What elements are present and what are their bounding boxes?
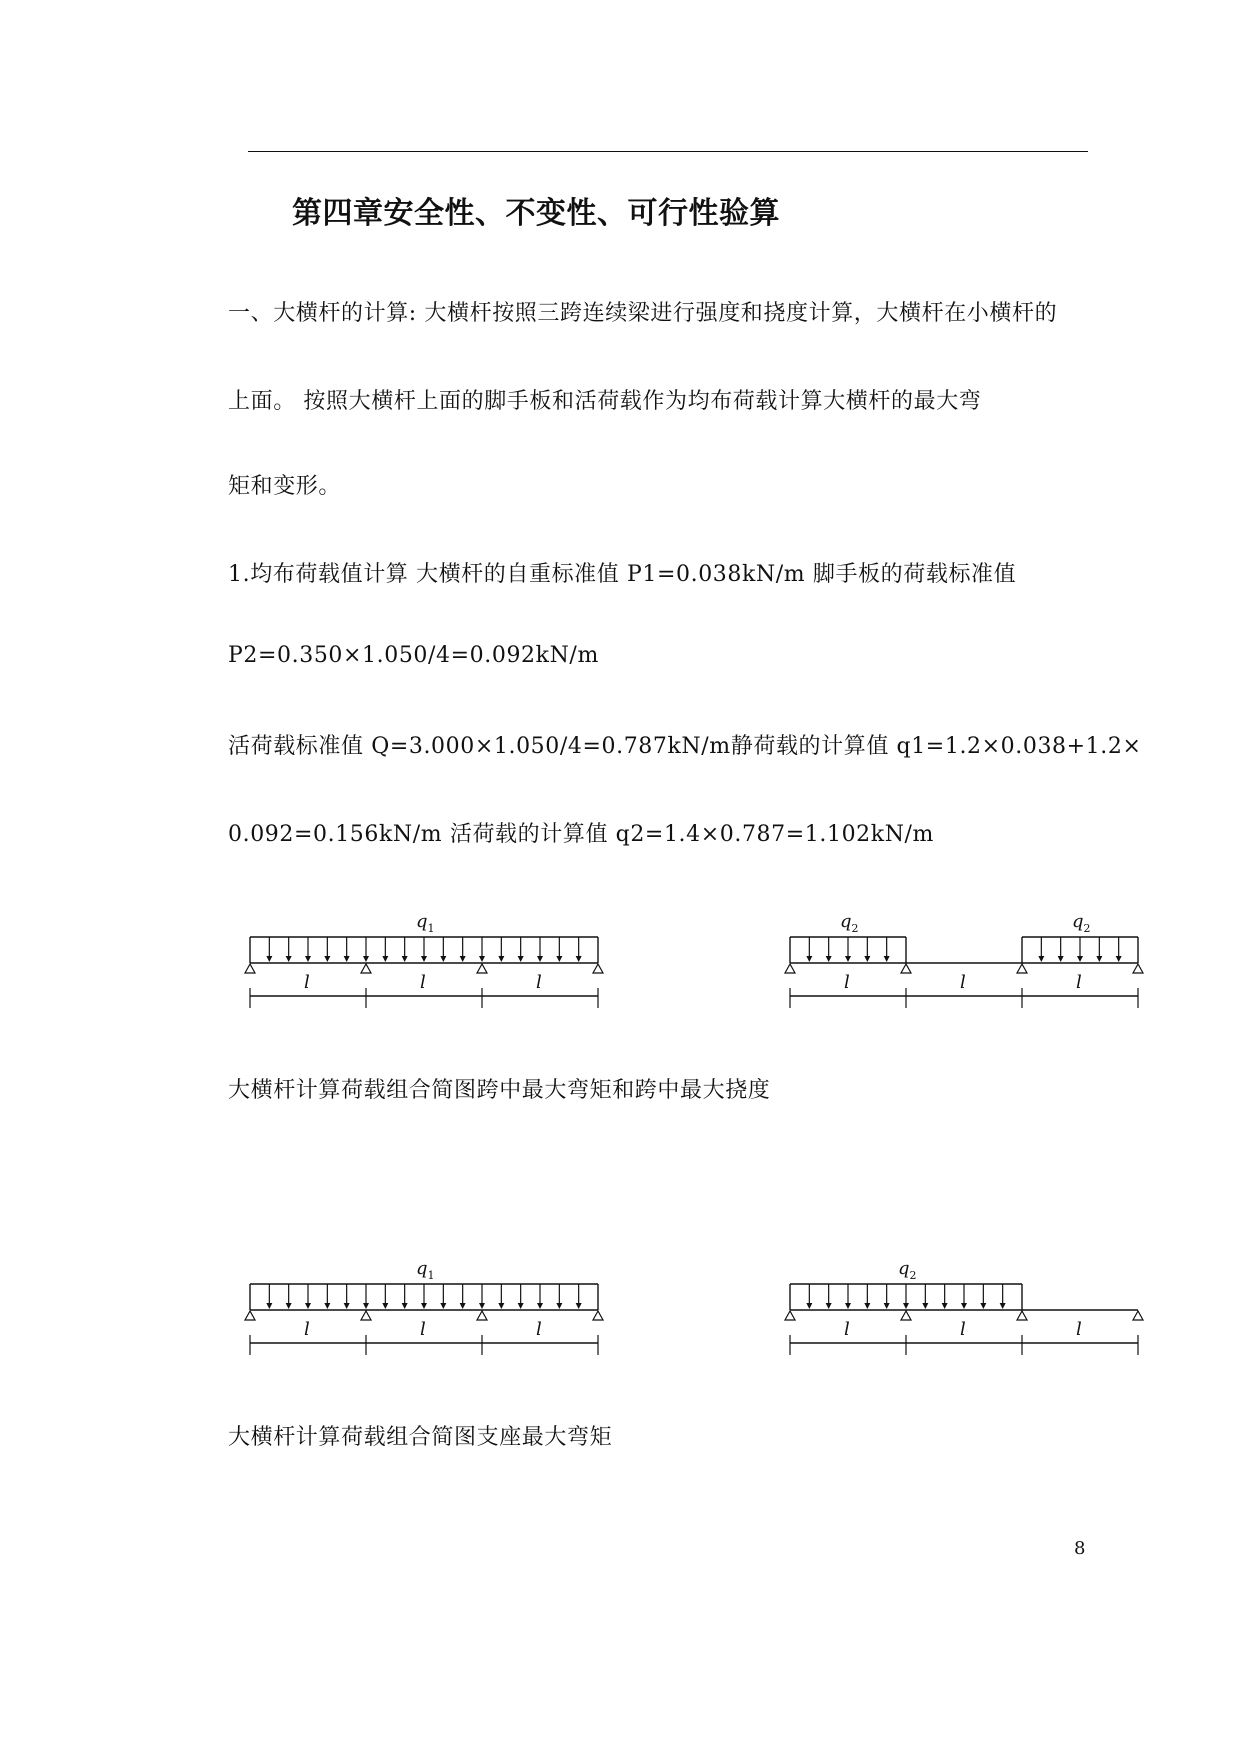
paragraph-line: 0.092=0.156kN/m 活荷载的计算值 q2=1.4×0.787=1.102kN/m: [228, 822, 935, 847]
support-triangle: [1017, 1311, 1027, 1320]
load-arrow-head: [961, 1303, 967, 1309]
paragraph-line: 上面。 按照大横杆上面的脚手板和活荷载作为均布荷载计算大横杆的最大弯: [228, 389, 982, 414]
load-diagram-adjacent-q2: [780, 1247, 1160, 1367]
support-triangle: [1133, 1311, 1143, 1320]
load-arrow-head: [344, 956, 350, 962]
load-diagram-uniform-q1: [240, 900, 620, 1020]
header-rule: [248, 151, 1088, 152]
support-triangle: [901, 964, 911, 973]
span-label: l: [420, 1319, 426, 1340]
load-arrow-head: [324, 956, 330, 962]
load-label: $q_1$: [416, 911, 435, 935]
load-arrow-head: [382, 1303, 388, 1309]
paragraph-line: 1.均布荷载值计算 大横杆的自重标准值 P1=0.038kN/m 脚手板的荷载标准值: [228, 562, 1017, 587]
load-arrow-head: [980, 1303, 986, 1309]
span-label: l: [960, 972, 966, 993]
support-triangle: [785, 1311, 795, 1320]
support-triangle: [593, 1311, 603, 1320]
span-label: l: [420, 972, 426, 993]
support-triangle: [785, 964, 795, 973]
load-arrow-head: [884, 1303, 890, 1309]
support-triangle: [901, 1311, 911, 1320]
load-arrow-head: [1000, 1303, 1006, 1309]
span-label: l: [1076, 1319, 1082, 1340]
page-number: 8: [1074, 1538, 1086, 1559]
support-triangle: [1017, 964, 1027, 973]
span-label: l: [1076, 972, 1082, 993]
paragraph-line: 一、大横杆的计算: 大横杆按照三跨连续梁进行强度和挠度计算，大横杆在小横杆的: [228, 301, 1058, 326]
load-arrow-head: [460, 1303, 466, 1309]
support-triangle: [477, 1311, 487, 1320]
load-arrow-head: [864, 956, 870, 962]
support-triangle: [361, 964, 371, 973]
load-arrow-head: [286, 1303, 292, 1309]
load-arrow-head: [402, 1303, 408, 1309]
load-label: $q_2$: [1072, 911, 1091, 935]
span-label: l: [844, 972, 850, 993]
load-arrow-head: [1038, 956, 1044, 962]
load-arrow-head: [1058, 956, 1064, 962]
load-arrow-head: [826, 956, 832, 962]
chapter-title: 第四章安全性、不变性、可行性验算: [292, 196, 780, 231]
load-arrow-head: [826, 1303, 832, 1309]
load-arrow-head: [942, 1303, 948, 1309]
load-arrow-head: [363, 1303, 369, 1309]
load-arrow-head: [286, 956, 292, 962]
load-arrow-head: [498, 956, 504, 962]
load-label: $q_2$: [840, 911, 859, 935]
load-arrow-head: [806, 956, 812, 962]
load-arrow-head: [576, 1303, 582, 1309]
load-arrow-head: [884, 956, 890, 962]
load-arrow-head: [421, 956, 427, 962]
paragraph-line: P2=0.350×1.050/4=0.092kN/m: [228, 643, 599, 668]
load-arrow-head: [440, 956, 446, 962]
load-arrow-head: [903, 1303, 909, 1309]
load-diagram-alternate-q2: [780, 900, 1160, 1020]
span-label: l: [304, 972, 310, 993]
load-arrow-head: [1096, 956, 1102, 962]
paragraph-line: 矩和变形。: [228, 474, 342, 499]
load-arrow-head: [363, 956, 369, 962]
span-label: l: [304, 1319, 310, 1340]
load-arrow-head: [518, 1303, 524, 1309]
load-arrow-head: [440, 1303, 446, 1309]
support-triangle: [477, 964, 487, 973]
span-label: l: [960, 1319, 966, 1340]
span-label: l: [536, 1319, 542, 1340]
load-arrow-head: [845, 1303, 851, 1309]
load-arrow-head: [305, 956, 311, 962]
load-arrow-head: [382, 956, 388, 962]
load-arrow-head: [324, 1303, 330, 1309]
span-label: l: [844, 1319, 850, 1340]
load-arrow-head: [556, 1303, 562, 1309]
figure-caption: 大横杆计算荷载组合简图支座最大弯矩: [228, 1425, 613, 1450]
figure-caption: 大横杆计算荷载组合简图跨中最大弯矩和跨中最大挠度: [228, 1078, 771, 1103]
load-arrow-head: [498, 1303, 504, 1309]
load-arrow-head: [556, 956, 562, 962]
load-arrow-head: [266, 1303, 272, 1309]
load-arrow-head: [1116, 956, 1122, 962]
load-arrow-head: [845, 956, 851, 962]
load-arrow-head: [344, 1303, 350, 1309]
load-arrow-head: [576, 956, 582, 962]
load-arrow-head: [421, 1303, 427, 1309]
load-arrow-head: [537, 956, 543, 962]
load-arrow-head: [266, 956, 272, 962]
support-triangle: [1133, 964, 1143, 973]
load-arrow-head: [806, 1303, 812, 1309]
load-label: $q_1$: [416, 1258, 435, 1282]
load-arrow-head: [305, 1303, 311, 1309]
load-arrow-head: [922, 1303, 928, 1309]
load-label: $q_2$: [898, 1258, 917, 1282]
support-triangle: [593, 964, 603, 973]
load-arrow-head: [402, 956, 408, 962]
support-triangle: [361, 1311, 371, 1320]
load-arrow-head: [479, 1303, 485, 1309]
load-arrow-head: [537, 1303, 543, 1309]
load-arrow-head: [1077, 956, 1083, 962]
load-arrow-head: [518, 956, 524, 962]
load-arrow-head: [864, 1303, 870, 1309]
span-label: l: [536, 972, 542, 993]
load-arrow-head: [460, 956, 466, 962]
support-triangle: [245, 1311, 255, 1320]
paragraph-line: 活荷载标准值 Q=3.000×1.050/4=0.787kN/m静荷载的计算值 q1=1.2×0.038+1.2×: [228, 734, 1142, 759]
load-arrow-head: [479, 956, 485, 962]
load-diagram-uniform-q1: [240, 1247, 620, 1367]
support-triangle: [245, 964, 255, 973]
